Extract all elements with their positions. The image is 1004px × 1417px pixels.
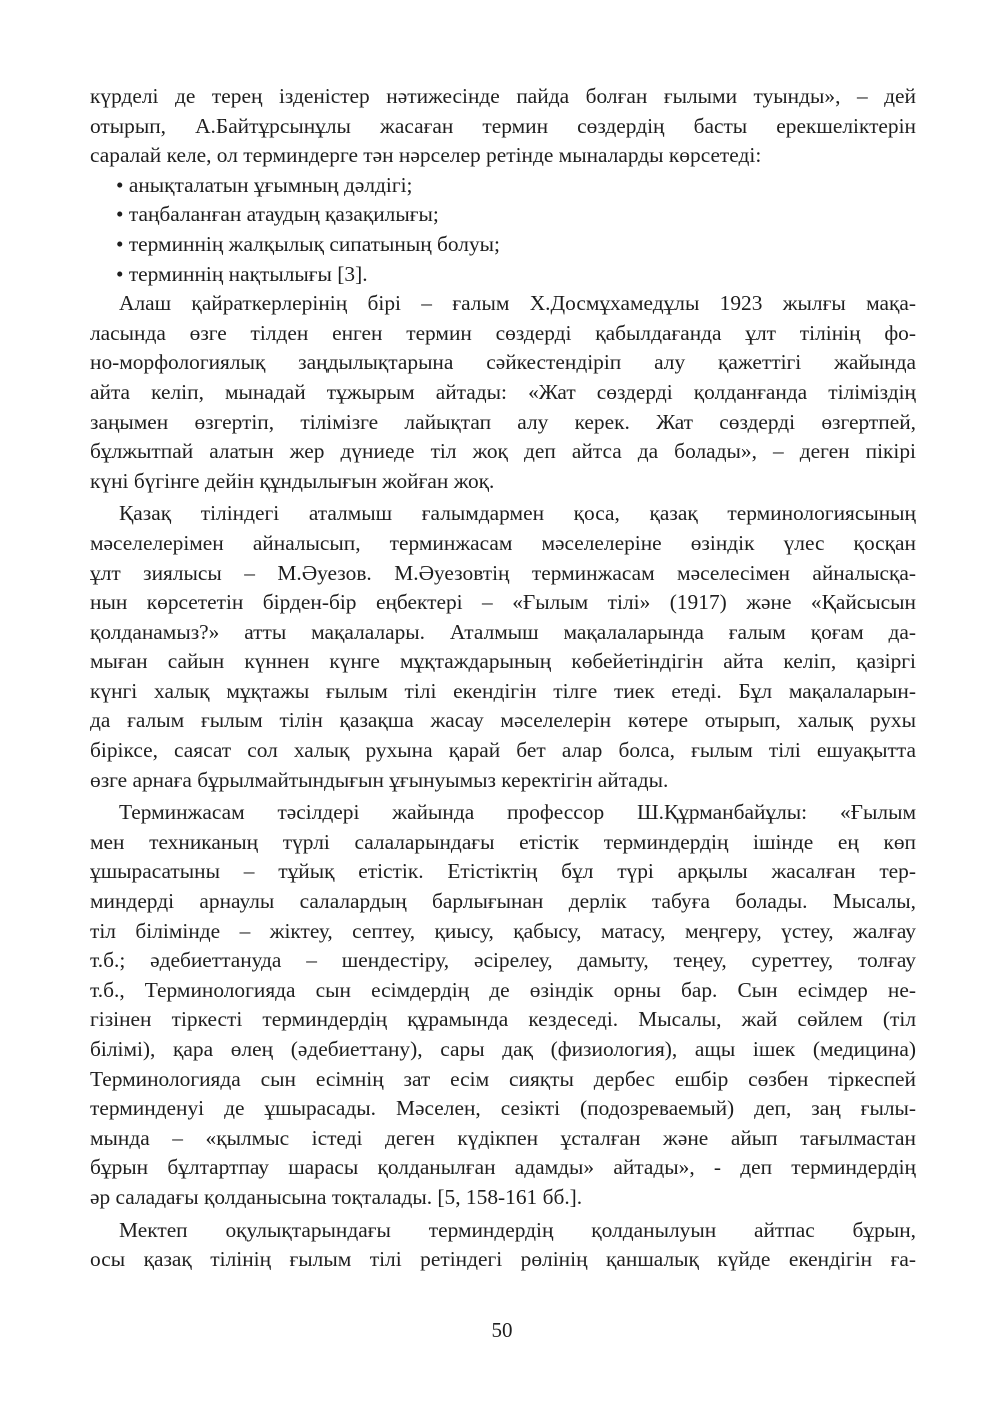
text-line: • терминнің жалқылық сипатының болуы; — [116, 231, 500, 256]
text-line: Алаш қайраткерлерінің бірі – ғалым Х.Досмұхамедұлы 1923 жылғы мақа- — [119, 291, 916, 316]
text-line: білімі), қара өлең (әдебиеттану), сары дақ (физиология), ащы ішек (медицина) — [90, 1037, 916, 1061]
text-line: осы қазақ тілінің ғылым тілі ретіндегі рөлінің қаншалық күйде екендігін ға- — [90, 1247, 916, 1272]
page-number: 50 — [491, 1318, 513, 1342]
text-line: т.б.; әдебиеттануда – шендестіру, әсірелеу, дамыту, теңеу, суреттеу, толғау — [90, 948, 916, 973]
text-line: Мектеп оқулықтарындағы терминдердің қолданылуын айтпас бұрын, — [119, 1217, 916, 1242]
text-line: мыған сайын күннен күнге мұқтаждарының көбейетіндігін айта келіп, қазіргі — [90, 649, 916, 674]
text-line: нын көрсететін бірден-бір еңбектері – «Ғылым тілі» (1917) және «Қайсысын — [90, 590, 916, 615]
text-line: ласында өзге тілден енген термин сөздерді қабылдағанда ұлт тілінің фо- — [90, 320, 916, 345]
page-body — [90, 82, 916, 1275]
text-line: тіл білімінде – жіктеу, септеу, қиысу, қабысу, матасу, меңгеру, үстеу, жалғау — [90, 918, 916, 943]
text-line: мәселелерімен айналысып, терминжасам мәселелеріне өзіндік үлес қосқан — [90, 530, 916, 555]
text-line: айта келіп, мынадай тұжырым айтады: «Жат сөздерді қолданғанда тіліміздің — [90, 379, 916, 404]
text-line: саралай келе, ол терминдерге тән нәрселер ретінде мыналарды көрсетеді: — [90, 143, 762, 168]
text-line: Қазақ тіліндегі аталмыш ғалымдармен қоса, қазақ терминологиясының — [119, 501, 916, 526]
text-line: заңымен өзгертіп, тілімізге лайықтап алу керек. Жат сөздерді өзгертпей, — [90, 409, 916, 434]
text-line: • таңбаланған атаудың қазақилығы; — [116, 202, 439, 227]
text-line: Терминологияда сын есімнің зат есім сияқты дербес ешбір сөзбен тіркеспей — [90, 1066, 916, 1091]
text-line: өзге арнаға бұрылмайтындығын ұғынуымыз керектігін айтады. — [90, 767, 669, 792]
text-line: әр саладағы қолданысына тоқталады. [5, 158-161 бб.]. — [90, 1184, 583, 1209]
text-line: біріксе, саясат сол халық рухына қарай бет алар болса, ғылым тілі ешуақытта — [90, 738, 916, 763]
text-line: т.б., Терминологияда сын есімдердің де өзіндік орны бар. Сын есімдер не- — [90, 977, 916, 1002]
text-line: күрделі де терең ізденістер нәтижесінде пайда болған ғылыми туынды», – дей — [90, 84, 916, 108]
text-line: бұрын бұлтартпау шарасы қолданылған адамды» айтады», - деп терминдердің — [90, 1155, 916, 1180]
text-line: гізінен тіркесті терминдердің құрамында кездеседі. Мысалы, жай сөйлем (тіл — [90, 1007, 916, 1032]
text-line: қолданамыз?» атты мақалалары. Аталмыш мақалаларында ғалым қоғам да- — [90, 619, 916, 644]
text-line: күні бүгінге дейін құндылығын жойған жоқ. — [90, 468, 495, 493]
text-line: ұшырасатыны – тұйық етістік. Етістіктің бұл түрі арқылы жасалған тер- — [90, 859, 916, 884]
text-line: • анықталатын ұғымның дәлдігі; — [116, 172, 413, 197]
text-line: күнгі халық мұқтажы ғылым тілі екендігін тілге тиек етеді. Бұл мақалаларын- — [90, 678, 916, 703]
text-line: миндерді арнаулы салалардың барлығынан дерлік табуға болады. Мысалы, — [90, 889, 916, 914]
text-line: да ғалым ғылым тілін қазақша жасау мәселелерін көтере отырып, халық рухы — [90, 708, 916, 733]
text-line: отырып, А.Байтұрсынұлы жасаған термин сөздердің басты ерекшеліктерін — [90, 113, 916, 138]
text-line: терминденуі де ұшырасады. Мәселен, сезікті (подозреваемый) деп, заң ғылы- — [90, 1096, 916, 1121]
text-line: но-морфологиялық заңдылықтарына сәйкестендіріп алу қажеттігі жайында — [90, 350, 916, 375]
text-line: мында – «қылмыс істеді деген күдікпен ұсталған және айып тағылмастан — [90, 1125, 916, 1150]
text-line: мен техниканың түрлі салаларындағы етістік терминдердің ішінде ең көп — [90, 829, 916, 854]
text-line: бұлжытпай алатын жер дүниеде тіл жоқ деп айтса да болады», – деген пікірі — [90, 439, 916, 464]
text-line: ұлт зиялысы – М.Әуезов. М.Әуезовтің терминжасам мәселесімен айналысқа- — [90, 560, 916, 585]
text-line: Терминжасам тәсілдері жайында профессор Ш.Құрманбайұлы: «Ғылым — [119, 800, 916, 825]
text-line: • терминнің нақтылығы [3]. — [116, 261, 368, 286]
